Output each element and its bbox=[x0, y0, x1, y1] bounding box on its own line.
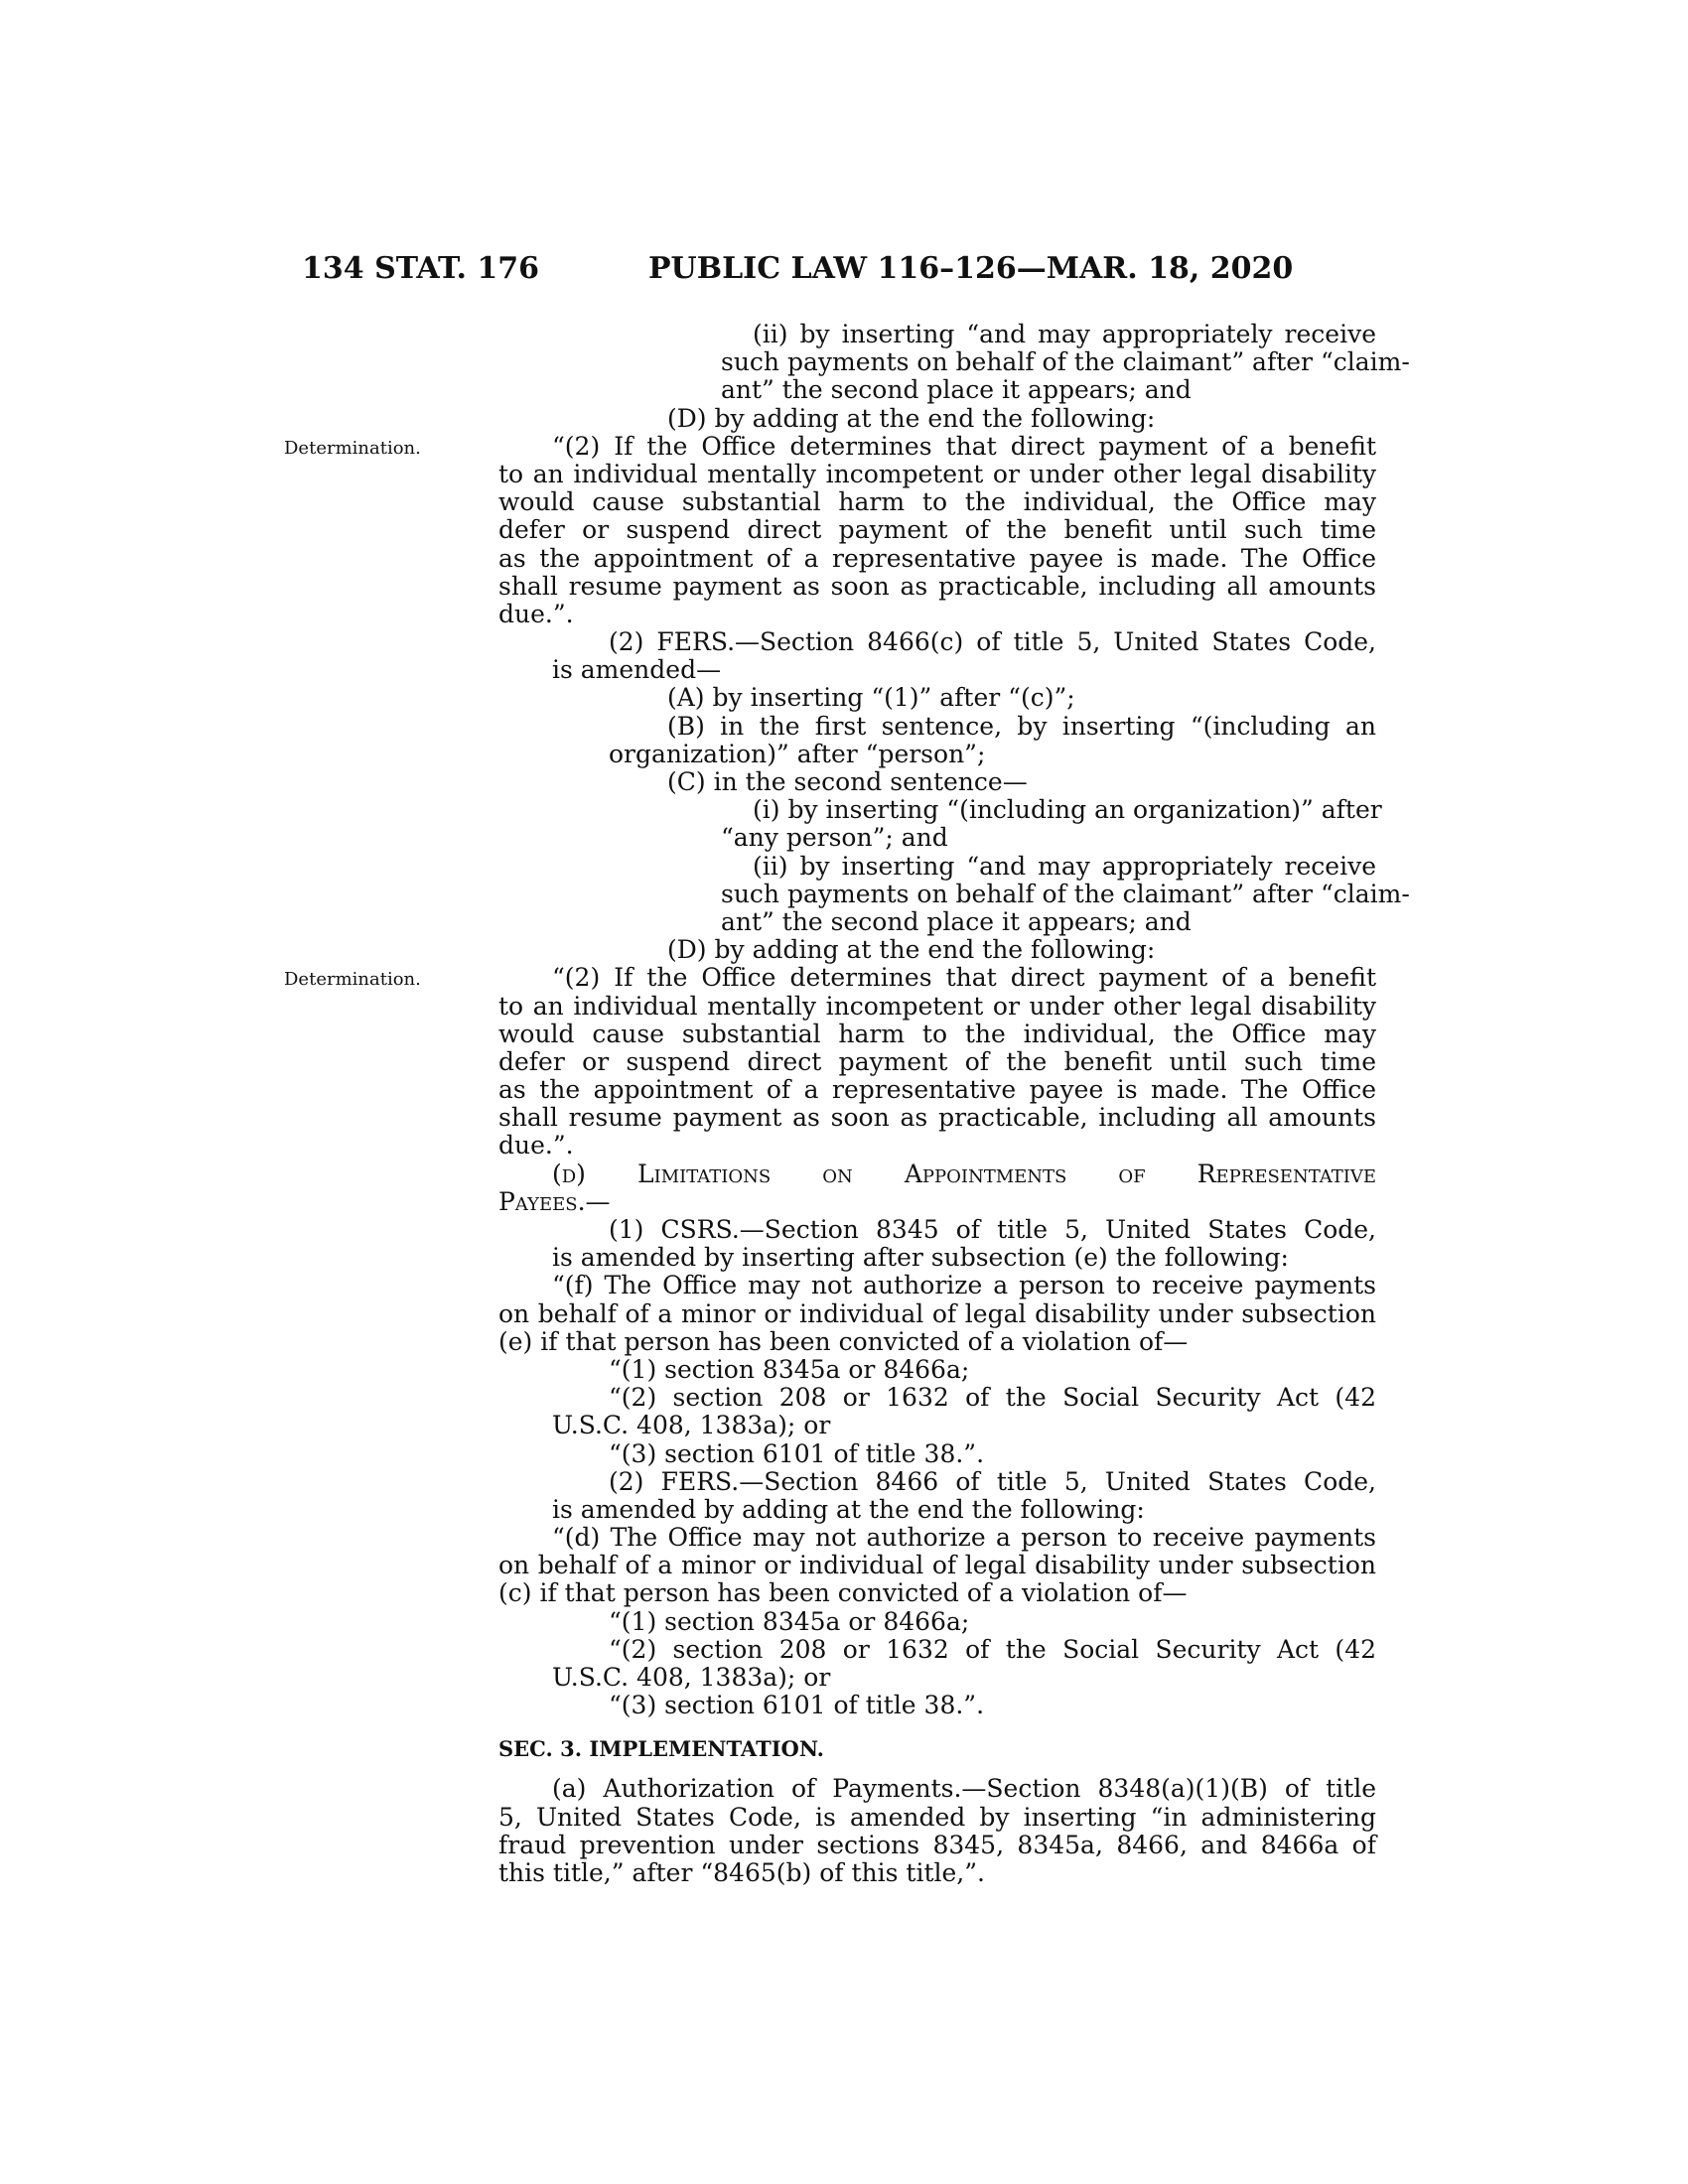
text-line: to an individual mentally incompetent or under other legal disability bbox=[498, 459, 1376, 488]
text-line-content: “(2) If the Office determines that direct payment of a benefit bbox=[552, 431, 1376, 461]
text-line: “any person”; and bbox=[721, 823, 948, 853]
statute-page-number: 134 STAT. 176 bbox=[302, 251, 540, 286]
margin-note-determination: Determination. bbox=[284, 969, 421, 991]
text-line: such payments on behalf of the claimant” after “claim- bbox=[721, 347, 1410, 377]
text-line: ant” the second place it appears; and bbox=[721, 906, 1192, 936]
text-line: would cause substantial harm to the individual, the Office may bbox=[498, 1019, 1376, 1048]
text-line bbox=[284, 431, 1376, 461]
text-line bbox=[284, 963, 1376, 993]
text-line: is amended— bbox=[552, 655, 722, 685]
text-line: on behalf of a minor or individual of legal disability under subsection bbox=[498, 1298, 1376, 1328]
text-line: (2) FERS.—Section 8466(c) of title 5, United States Code, bbox=[609, 627, 1376, 657]
text-line: (i) by inserting “(including an organization)” after bbox=[753, 795, 1382, 825]
public-law-title: PUBLIC LAW 116–126—MAR. 18, 2020 bbox=[648, 251, 1294, 286]
text-line: due.”. bbox=[498, 599, 574, 628]
section-heading: SEC. 3. IMPLEMENTATION. bbox=[498, 1736, 824, 1762]
text-line: defer or suspend direct payment of the benefit until such time bbox=[498, 1046, 1376, 1076]
text-line: this title,” after “8465(b) of this title,”. bbox=[498, 1857, 985, 1887]
running-header bbox=[0, 251, 1688, 291]
text-line: ant” the second place it appears; and bbox=[721, 375, 1192, 405]
text-line: (ii) by inserting “and may appropriately receive bbox=[753, 851, 1376, 881]
text-line: “(2) section 208 or 1632 of the Social Security Act (42 bbox=[609, 1634, 1376, 1664]
text-line: such payments on behalf of the claimant” after “claim- bbox=[721, 879, 1410, 908]
text-line: “(3) section 6101 of title 38.”. bbox=[609, 1438, 985, 1468]
text-line: (a) Authorization of Payments.—Section 8348(a)(1)(B) of title bbox=[552, 1774, 1376, 1804]
margin-note-determination: Determination. bbox=[284, 437, 421, 459]
text-line: U.S.C. 408, 1383a); or bbox=[552, 1663, 831, 1692]
text-line: (D) by adding at the end the following: bbox=[667, 403, 1156, 433]
text-line: due.”. bbox=[498, 1131, 574, 1160]
text-line: U.S.C. 408, 1383a); or bbox=[552, 1411, 831, 1440]
text-line: is amended by inserting after subsection (e) the following: bbox=[552, 1243, 1289, 1273]
text-line: “(f) The Office may not authorize a person to receive payments bbox=[552, 1271, 1376, 1300]
text-line: would cause substantial harm to the individual, the Office may bbox=[498, 487, 1376, 517]
text-line: (D) by adding at the end the following: bbox=[667, 935, 1156, 965]
text-line-content: “(2) If the Office determines that direct payment of a benefit bbox=[552, 963, 1376, 993]
text-line: (c) if that person has been convicted of a violation of— bbox=[498, 1578, 1188, 1608]
text-line: shall resume payment as soon as practicable, including all amounts bbox=[498, 571, 1376, 601]
text-line: is amended by adding at the end the following: bbox=[552, 1494, 1145, 1524]
text-line: 5, United States Code, is amended by inserting “in administering bbox=[498, 1802, 1376, 1832]
text-line: defer or suspend direct payment of the benefit until such time bbox=[498, 515, 1376, 545]
text-line: (C) in the second sentence— bbox=[667, 767, 1028, 796]
text-line: “(d) The Office may not authorize a person to receive payments bbox=[552, 1523, 1376, 1553]
text-line: (1) CSRS.—Section 8345 of title 5, United States Code, bbox=[609, 1215, 1376, 1244]
text-line: to an individual mentally incompetent or under other legal disability bbox=[498, 991, 1376, 1021]
text-line: “(2) section 208 or 1632 of the Social Security Act (42 bbox=[609, 1383, 1376, 1413]
text-line: (B) in the first sentence, by inserting “(including an bbox=[667, 711, 1376, 741]
text-line: fraud prevention under sections 8345, 8345a, 8466, and 8466a of bbox=[498, 1830, 1376, 1859]
document-body bbox=[284, 320, 1410, 1887]
text-line: (ii) by inserting “and may appropriately receive bbox=[753, 320, 1376, 348]
text-line: “(1) section 8345a or 8466a; bbox=[609, 1606, 970, 1636]
text-line: “(3) section 6101 of title 38.”. bbox=[609, 1691, 985, 1720]
text-line: shall resume payment as soon as practicable, including all amounts bbox=[498, 1103, 1376, 1133]
text-line: as the appointment of a representative payee is made. The Office bbox=[498, 1075, 1376, 1105]
text-line: as the appointment of a representative payee is made. The Office bbox=[498, 543, 1376, 573]
subsection-heading-d: (d) Limitations on Appointments of Representative bbox=[552, 1159, 1376, 1188]
text-line: (2) FERS.—Section 8466 of title 5, United States Code, bbox=[609, 1466, 1376, 1496]
text-line: (A) by inserting “(1)” after “(c)”; bbox=[667, 683, 1075, 713]
text-line: organization)” after “person”; bbox=[609, 739, 986, 768]
text-line: “(1) section 8345a or 8466a; bbox=[609, 1354, 970, 1384]
text-line: on behalf of a minor or individual of legal disability under subsection bbox=[498, 1551, 1376, 1580]
text-line: Payees.— bbox=[498, 1186, 611, 1216]
text-line: (e) if that person has been convicted of a violation of— bbox=[498, 1326, 1189, 1356]
